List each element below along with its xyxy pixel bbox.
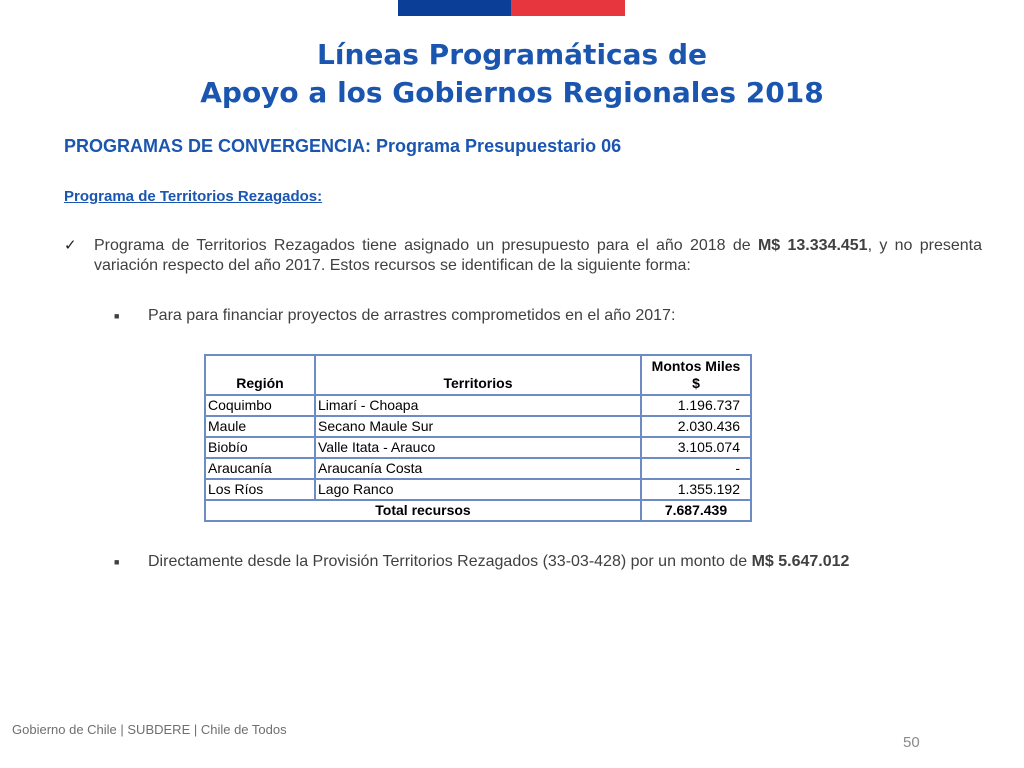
cell-monto: 1.196.737 [641, 395, 751, 416]
bullet-item-arrastres [114, 306, 675, 326]
total-label: Total recursos [205, 500, 641, 521]
cell-region: Araucanía [205, 458, 315, 479]
cell-territorio: Limarí - Choapa [315, 395, 641, 416]
cell-monto: 3.105.074 [641, 437, 751, 458]
cell-territorio: Secano Maule Sur [315, 416, 641, 437]
table-row [205, 458, 751, 479]
table-row [205, 437, 751, 458]
territorios-table [204, 354, 752, 522]
header-territorios: Territorios [315, 355, 641, 395]
cell-territorio: Lago Ranco [315, 479, 641, 500]
table-row [205, 416, 751, 437]
slide-title-line-1: Líneas Programáticas de [317, 38, 707, 71]
check-icon: ✓ [64, 237, 77, 254]
flag-red-stripe [511, 0, 625, 16]
cell-region: Biobío [205, 437, 315, 458]
table-row [205, 395, 751, 416]
check-item-amount: M$ 13.334.451 [757, 237, 868, 254]
cell-region: Los Ríos [205, 479, 315, 500]
check-item-paragraph [94, 236, 982, 276]
cell-monto: 1.355.192 [641, 479, 751, 500]
header-region: Región [205, 355, 315, 395]
slide-title-line-2: Apoyo a los Gobiernos Regionales 2018 [200, 76, 824, 109]
cell-monto: - [641, 458, 751, 479]
bullet-item-provision [114, 552, 849, 572]
check-item-text-after: , y no presenta variación respecto del año 2017. Estos recursos se identifican de la siguiente forma: [94, 237, 982, 274]
flag-blue-stripe [398, 0, 511, 16]
table-header-row [205, 355, 751, 395]
table-row [205, 479, 751, 500]
bullet-item-text: Directamente desde la Provisión Territorios Rezagados (33-03-428) por un monto de [148, 553, 752, 570]
square-bullet-icon: ■ [114, 557, 120, 567]
cell-region: Coquimbo [205, 395, 315, 416]
check-list-item [64, 236, 982, 276]
page-number: 50 [903, 734, 920, 751]
bullet-item-amount: M$ 5.647.012 [751, 553, 850, 570]
chile-flag-bar [398, 0, 625, 16]
cell-territorio: Araucanía Costa [315, 458, 641, 479]
table-total-row [205, 500, 751, 521]
cell-monto: 2.030.436 [641, 416, 751, 437]
cell-region: Maule [205, 416, 315, 437]
total-value: 7.687.439 [641, 500, 751, 521]
header-montos-line-1: Montos Miles [651, 358, 741, 374]
section-heading: PROGRAMAS DE CONVERGENCIA: Programa Presupuestario 06 [64, 136, 622, 156]
check-item-text-before: Programa de Territorios Rezagados tiene asignado un presupuesto para el año 2018 de [94, 237, 758, 254]
bullet-item-text: Para para financiar proyectos de arrastres comprometidos en el año 2017: [148, 307, 676, 324]
cell-territorio: Valle Itata - Arauco [315, 437, 641, 458]
square-bullet-icon: ■ [114, 311, 120, 321]
header-montos [641, 355, 751, 395]
bullet-item-paragraph [148, 552, 849, 572]
sub-heading: Programa de Territorios Rezagados: [64, 188, 323, 205]
footer-text: Gobierno de Chile | SUBDERE | Chile de Todos [12, 722, 287, 737]
slide-title [0, 36, 1024, 112]
header-montos-line-2: $ [692, 375, 700, 391]
